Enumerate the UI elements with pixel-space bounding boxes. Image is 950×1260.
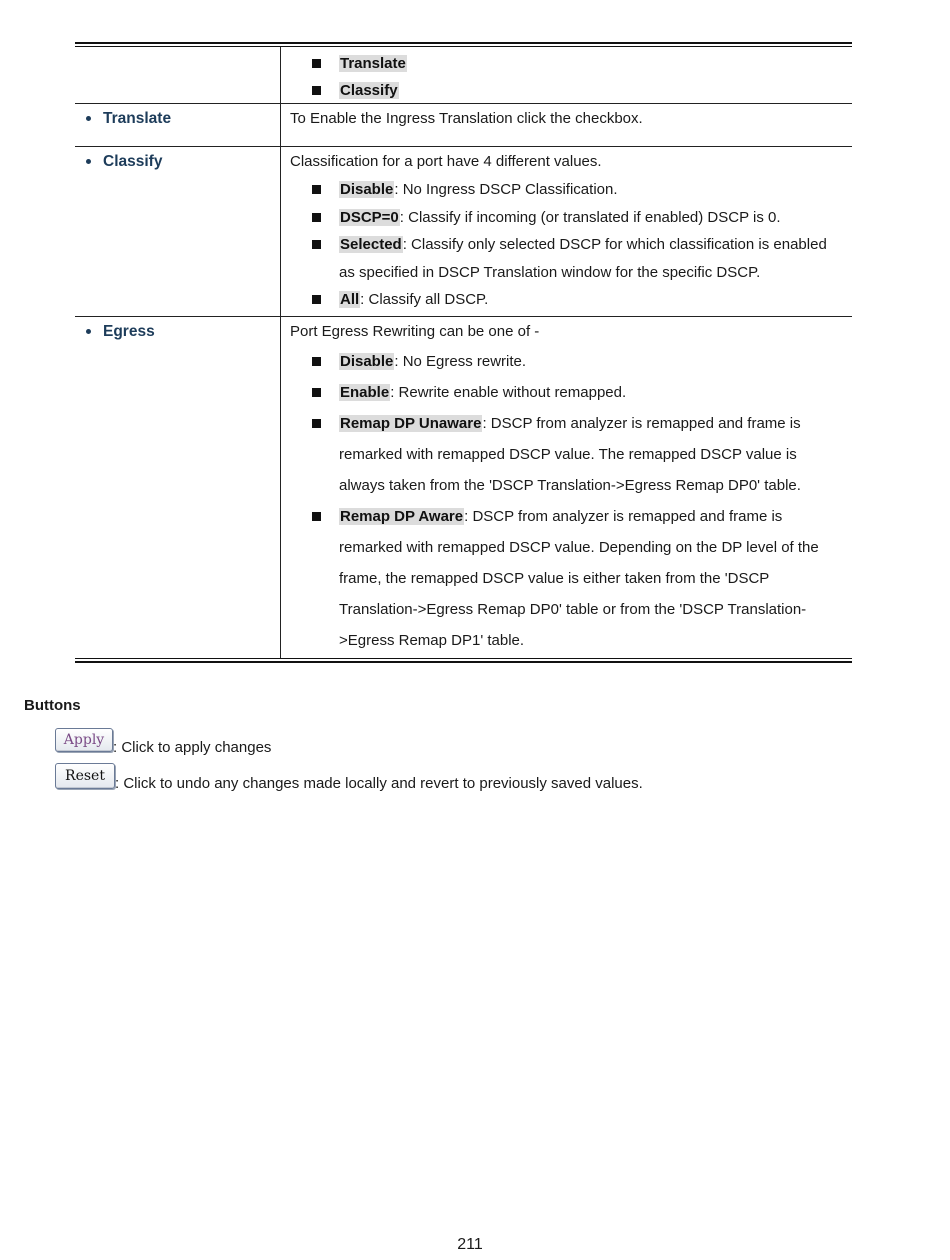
param-name: Translate <box>103 110 172 127</box>
option-desc: : No Ingress DSCP Classification. <box>394 181 618 198</box>
list-item <box>290 231 846 286</box>
desc-cell <box>281 104 852 146</box>
list-item <box>290 377 846 408</box>
apply-description: : Click to apply changes <box>113 739 272 756</box>
square-bullet-icon <box>312 295 321 304</box>
option-term: Disable <box>340 181 394 198</box>
parameter-table <box>75 42 852 663</box>
table-bottom-rule <box>75 658 852 663</box>
list-item <box>290 50 846 77</box>
square-bullet-icon <box>312 512 321 521</box>
reset-button[interactable]: Reset <box>55 763 115 789</box>
param-intro: Port Egress Rewriting can be one of - <box>290 323 540 340</box>
option-desc: : No Egress rewrite. <box>394 353 527 370</box>
list-item <box>290 346 846 377</box>
table-row-translate <box>75 104 852 147</box>
param-description: To Enable the Ingress Translation click the checkbox. <box>290 110 643 127</box>
param-name: Classify <box>103 153 163 170</box>
option-term: Remap DP Aware <box>340 508 464 525</box>
buttons-heading: Buttons <box>24 697 81 714</box>
reset-description-line <box>55 759 643 792</box>
table-row-continued <box>75 47 852 104</box>
page-number: 211 <box>457 1236 483 1253</box>
square-bullet-icon <box>312 240 321 249</box>
list-item <box>290 286 846 314</box>
option-term: Selected <box>340 236 402 253</box>
apply-description-line <box>55 723 271 756</box>
square-bullet-icon <box>312 213 321 222</box>
option-term: Classify <box>340 82 398 99</box>
square-bullet-icon <box>312 185 321 194</box>
option-desc: : DSCP from analyzer is remapped and frame is remarked with remapped DSCP value. The remapped DSCP value is always taken from the 'DSCP Translation->Egress Remap DP0' table. <box>339 415 801 494</box>
bullet-dot-icon <box>86 116 91 121</box>
param-cell <box>75 147 281 316</box>
list-item <box>290 77 846 104</box>
square-bullet-icon <box>312 357 321 366</box>
param-cell <box>75 104 281 146</box>
option-desc: : DSCP from analyzer is remapped and frame is remarked with remapped DSCP value. Depending on the DP level of the frame, the remapped DSCP value is either taken from the 'DSCP Translation->Egress Remap DP0' table or from the 'DSCP Translation->Egress Remap DP1' table. <box>339 508 819 649</box>
list-item <box>290 501 846 656</box>
list-item <box>290 408 846 501</box>
bullet-dot-icon <box>86 329 91 334</box>
square-bullet-icon <box>312 86 321 95</box>
option-term: DSCP=0 <box>340 208 399 226</box>
param-intro: Classification for a port have 4 different values. <box>290 153 602 170</box>
param-name: Egress <box>103 323 155 340</box>
option-term: All <box>340 291 360 308</box>
option-desc: : Classify only selected DSCP for which classification is enabled as specified in DSCP Translation window for the specific DSCP. <box>339 236 827 281</box>
param-cell-empty <box>75 47 281 103</box>
square-bullet-icon <box>312 388 321 397</box>
bullet-dot-icon <box>86 159 91 164</box>
list-item <box>290 204 846 232</box>
table-row-egress <box>75 317 852 658</box>
param-cell <box>75 317 281 658</box>
option-desc: : Classify if incoming (or translated if enabled) DSCP is 0. <box>399 208 781 226</box>
square-bullet-icon <box>312 419 321 428</box>
desc-cell <box>281 147 852 316</box>
desc-cell <box>281 317 852 658</box>
reset-description: : Click to undo any changes made locally and revert to previously saved values. <box>115 775 643 792</box>
desc-cell <box>281 47 852 103</box>
square-bullet-icon <box>312 59 321 68</box>
list-item <box>290 176 846 204</box>
option-term: Disable <box>340 353 394 370</box>
option-desc: : Rewrite enable without remapped. <box>390 384 627 401</box>
option-term: Translate <box>340 55 406 72</box>
option-term: Enable <box>340 384 390 401</box>
option-term: Remap DP Unaware <box>340 415 482 432</box>
table-row-classify <box>75 147 852 317</box>
option-desc: : Classify all DSCP. <box>360 291 489 308</box>
apply-button[interactable]: Apply <box>55 728 113 752</box>
